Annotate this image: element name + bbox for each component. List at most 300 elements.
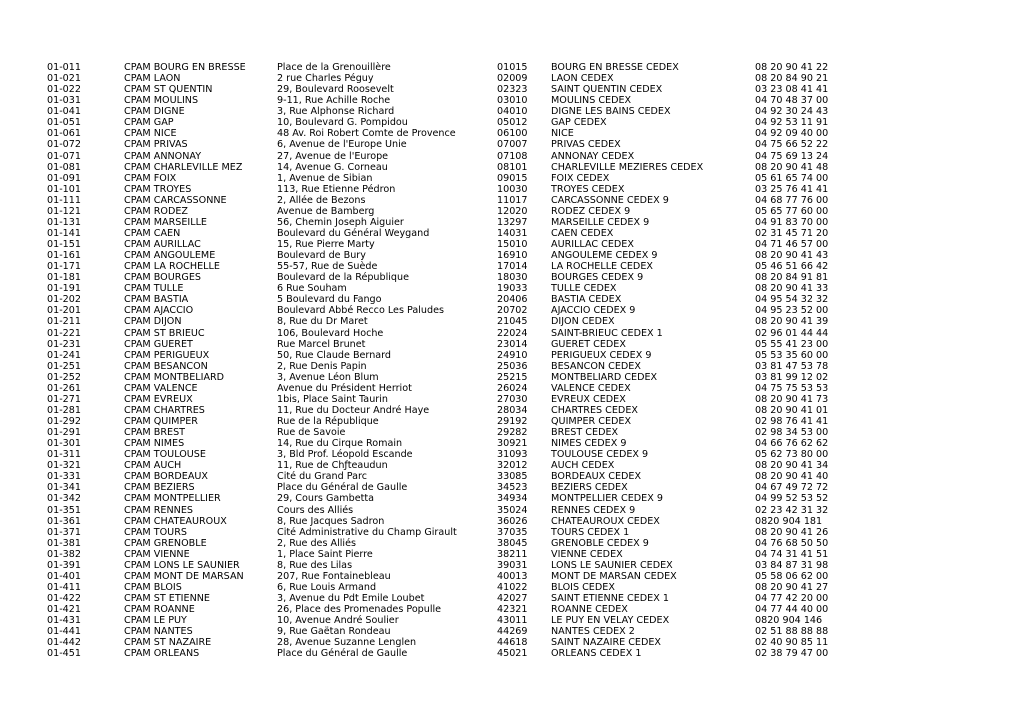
table-row [0, 328, 1024, 339]
phone-number: 03 81 47 53 78 [755, 360, 829, 372]
phone-number: 04 77 42 20 00 [755, 593, 829, 604]
office-code: 01-131 [47, 216, 81, 228]
city: GAP CEDEX [551, 117, 607, 129]
office-code: 01-022 [47, 84, 81, 96]
organisation-name: CPAM ST NAZAIRE [124, 637, 212, 649]
phone-number: 08 20 90 41 01 [755, 404, 829, 416]
city: GUERET CEDEX [551, 338, 626, 350]
street-address: 11, Rue du Docteur André Haye [277, 404, 430, 416]
office-code: 01-121 [47, 205, 81, 217]
office-code: 01-221 [47, 327, 81, 339]
postal-code: 30921 [497, 438, 528, 450]
street-address: 5 Boulevard du Fango [277, 294, 382, 306]
city: AURILLAC CEDEX [551, 239, 634, 250]
organisation-name: CPAM BOURG EN BRESSE [124, 62, 246, 73]
postal-code: 09015 [497, 172, 528, 184]
city: AJACCIO CEDEX 9 [551, 305, 636, 317]
office-code: 01-311 [47, 449, 81, 461]
postal-code: 22024 [497, 327, 528, 339]
phone-number: 08 20 90 41 39 [755, 316, 829, 328]
office-code: 01-381 [47, 537, 81, 549]
phone-number: 03 25 76 41 41 [755, 183, 829, 195]
phone-number: 05 58 06 62 00 [755, 570, 829, 582]
phone-number: 03 23 08 41 41 [755, 84, 829, 96]
phone-number: 04 92 09 40 00 [755, 128, 829, 140]
postal-code: 25215 [497, 371, 528, 383]
phone-number: 02 98 76 41 41 [755, 416, 829, 427]
city: SAINT QUENTIN CEDEX [551, 84, 663, 96]
office-code: 01-011 [47, 62, 81, 73]
office-code: 01-171 [47, 261, 81, 273]
street-address: 9-11, Rue Achille Roche [277, 95, 391, 107]
organisation-name: CPAM LA ROCHELLE [124, 261, 220, 273]
office-code: 01-151 [47, 239, 81, 250]
postal-code: 16910 [497, 250, 528, 262]
office-code: 01-161 [47, 250, 81, 262]
organisation-name: CPAM TOULOUSE [124, 449, 206, 461]
city: ORLEANS CEDEX 1 [551, 648, 642, 660]
street-address: 3, Rue Alphonse Richard [277, 106, 395, 118]
table-row [0, 615, 1024, 626]
organisation-name: CPAM BESANCON [124, 360, 208, 372]
postal-code: 07108 [497, 150, 528, 162]
phone-number: 04 68 77 76 00 [755, 194, 829, 206]
table-row [0, 62, 1024, 73]
office-code: 01-371 [47, 526, 81, 538]
organisation-name: CPAM CHARTRES [124, 404, 205, 416]
postal-code: 19033 [497, 283, 528, 295]
postal-code: 13297 [497, 216, 528, 228]
table-row [0, 427, 1024, 438]
postal-code: 43011 [497, 615, 528, 627]
city: TOURS CEDEX 1 [551, 526, 630, 538]
street-address: 29, Cours Gambetta [277, 493, 375, 505]
table-row [0, 383, 1024, 394]
city: VALENCE CEDEX [551, 382, 631, 394]
street-address: 27, Avenue de l'Europe [277, 150, 389, 162]
table-row [0, 527, 1024, 538]
office-code: 01-431 [47, 615, 81, 627]
postal-code: 17014 [497, 261, 528, 273]
organisation-name: CPAM CAEN [124, 227, 181, 239]
office-code: 01-251 [47, 360, 81, 372]
phone-number: 02 96 01 44 44 [755, 327, 829, 339]
postal-code: 23014 [497, 338, 528, 350]
street-address: 6, Avenue de l'Europe Unie [277, 139, 407, 151]
postal-code: 36026 [497, 515, 528, 527]
table-row [0, 394, 1024, 405]
office-code: 01-031 [47, 95, 81, 107]
office-code: 01-281 [47, 404, 81, 416]
office-code: 01-141 [47, 227, 81, 239]
phone-number: 04 66 76 62 62 [755, 438, 829, 450]
table-row [0, 106, 1024, 117]
phone-number: 05 53 35 60 00 [755, 349, 829, 361]
city: ANNONAY CEDEX [551, 150, 635, 162]
organisation-name: CPAM TROYES [124, 183, 192, 195]
street-address: Cité Administrative du Champ Girault [277, 526, 457, 538]
city: BOURG EN BRESSE CEDEX [551, 62, 679, 73]
organisation-name: CPAM AURILLAC [124, 239, 201, 250]
organisation-name: CPAM TOURS [124, 526, 187, 538]
table-row [0, 405, 1024, 416]
postal-code: 11017 [497, 194, 528, 206]
phone-number: 04 74 31 41 51 [755, 548, 829, 560]
table-row [0, 372, 1024, 383]
organisation-name: CPAM CHATEAUROUX [124, 515, 227, 527]
organisation-name: CPAM BEZIERS [124, 482, 195, 494]
table-row [0, 604, 1024, 615]
phone-number: 05 62 73 80 00 [755, 449, 829, 461]
city: DIGNE LES BAINS CEDEX [551, 106, 671, 118]
city: MONT DE MARSAN CEDEX [551, 570, 677, 582]
city: RENNES CEDEX 9 [551, 504, 636, 516]
street-address: 10, Boulevard G. Pompidou [277, 117, 408, 129]
organisation-name: CPAM ST QUENTIN [124, 84, 213, 96]
city: AUCH CEDEX [551, 460, 615, 472]
phone-number: 04 95 23 52 00 [755, 305, 829, 317]
organisation-name: CPAM MONTBELIARD [124, 371, 225, 383]
organisation-name: CPAM EVREUX [124, 393, 193, 405]
table-row [0, 438, 1024, 449]
organisation-name: CPAM ST ETIENNE [124, 593, 210, 604]
street-address: 26, Place des Promenades Populle [277, 604, 442, 616]
city: MONTPELLIER CEDEX 9 [551, 493, 663, 505]
phone-number: 02 38 79 47 00 [755, 648, 829, 660]
city: LONS LE SAUNIER CEDEX [551, 559, 673, 571]
organisation-name: CPAM QUIMPER [124, 416, 198, 427]
office-code: 01-081 [47, 161, 81, 173]
organisation-name: CPAM ANNONAY [124, 150, 202, 162]
organisation-name: CPAM FOIX [124, 172, 177, 184]
table-row [0, 449, 1024, 460]
city: FOIX CEDEX [551, 172, 610, 184]
table-row [0, 516, 1024, 527]
phone-number: 08 20 90 41 48 [755, 161, 829, 173]
organisation-name: CPAM BREST [124, 427, 186, 439]
table-row [0, 538, 1024, 549]
city: CHARTRES CEDEX [551, 404, 638, 416]
table-row [0, 582, 1024, 593]
table-row [0, 505, 1024, 516]
postal-code: 08101 [497, 161, 528, 173]
table-row [0, 648, 1024, 659]
phone-number: 03 84 87 31 98 [755, 559, 829, 571]
street-address: 28, Avenue Suzanne Lenglen [277, 637, 417, 649]
street-address: 14, Avenue G. Corneau [277, 161, 388, 173]
city: LE PUY EN VELAY CEDEX [551, 615, 670, 627]
organisation-name: CPAM GAP [124, 117, 174, 129]
office-code: 01-202 [47, 294, 81, 306]
office-code: 01-111 [47, 194, 81, 206]
street-address: 1, Avenue de Sibian [277, 172, 373, 184]
postal-code: 10030 [497, 183, 528, 195]
street-address: 9, Rue Gaëtan Rondeau [277, 626, 391, 638]
office-code: 01-091 [47, 172, 81, 184]
table-row [0, 239, 1024, 250]
postal-code: 04010 [497, 106, 528, 118]
postal-code: 20406 [497, 294, 528, 306]
table-row [0, 593, 1024, 604]
organisation-name: CPAM BASTIA [124, 294, 189, 306]
city: BESANCON CEDEX [551, 360, 641, 372]
table-row [0, 95, 1024, 106]
street-address: 8, Rue des Lilas [277, 559, 353, 571]
office-code: 01-261 [47, 382, 81, 394]
street-address: 29, Boulevard Roosevelt [277, 84, 394, 96]
organisation-name: CPAM GRENOBLE [124, 537, 207, 549]
phone-number: 03 81 99 12 02 [755, 371, 829, 383]
table-row [0, 460, 1024, 471]
table-row [0, 339, 1024, 350]
office-code: 01-301 [47, 438, 81, 450]
city: CHARLEVILLE MEZIERES CEDEX [551, 161, 704, 173]
phone-number: 02 23 42 31 32 [755, 504, 829, 516]
table-row [0, 261, 1024, 272]
postal-code: 25036 [497, 360, 528, 372]
phone-number: 04 67 49 72 72 [755, 482, 829, 494]
office-code: 01-411 [47, 581, 81, 593]
table-row [0, 117, 1024, 128]
street-address: 2, Allée de Bezons [277, 194, 366, 206]
street-address: 8, Rue du Dr Maret [277, 316, 368, 328]
office-code: 01-421 [47, 604, 81, 616]
city: TULLE CEDEX [551, 283, 617, 295]
postal-code: 01015 [497, 62, 528, 73]
city: BLOIS CEDEX [551, 581, 615, 593]
street-address: Place du Général de Gaulle [277, 648, 408, 660]
street-address: 15, Rue Pierre Marty [277, 239, 375, 250]
postal-code: 27030 [497, 393, 528, 405]
organisation-name: CPAM MONTPELLIER [124, 493, 221, 505]
organisation-name: CPAM CHARLEVILLE MEZ [124, 161, 243, 173]
postal-code: 42321 [497, 604, 528, 616]
table-row [0, 305, 1024, 316]
phone-number: 04 76 68 50 50 [755, 537, 829, 549]
city: CAEN CEDEX [551, 227, 614, 239]
city: PERIGUEUX CEDEX 9 [551, 349, 652, 361]
office-code: 01-341 [47, 482, 81, 494]
office-code: 01-071 [47, 150, 81, 162]
street-address: 2 rue Charles Péguy [277, 73, 374, 85]
postal-code: 31093 [497, 449, 528, 461]
street-address: 3, Bld Prof. Léopold Escande [277, 449, 413, 461]
city: TROYES CEDEX [551, 183, 625, 195]
phone-number: 02 98 34 53 00 [755, 427, 829, 439]
postal-code: 15010 [497, 239, 528, 250]
office-code: 01-292 [47, 416, 81, 427]
street-address: 2, Rue Denis Papin [277, 360, 367, 372]
organisation-name: CPAM NANTES [124, 626, 193, 638]
postal-code: 38045 [497, 537, 528, 549]
postal-code: 28034 [497, 404, 528, 416]
city: DIJON CEDEX [551, 316, 615, 328]
organisation-name: CPAM ROANNE [124, 604, 195, 616]
city: BORDEAUX CEDEX [551, 471, 642, 483]
table-row [0, 184, 1024, 195]
city: MARSEILLE CEDEX 9 [551, 216, 650, 228]
table-row [0, 549, 1024, 560]
phone-number: 02 40 90 85 11 [755, 637, 829, 649]
city: LA ROCHELLE CEDEX [551, 261, 653, 273]
postal-code: 02323 [497, 84, 528, 96]
phone-number: 08 20 84 91 81 [755, 272, 829, 284]
office-code: 01-382 [47, 548, 81, 560]
organisation-name: CPAM VIENNE [124, 548, 190, 560]
organisation-name: CPAM AUCH [124, 460, 182, 472]
office-code: 01-271 [47, 393, 81, 405]
street-address: Boulevard de Bury [277, 250, 366, 262]
city: LAON CEDEX [551, 73, 614, 85]
phone-number: 08 20 90 41 26 [755, 526, 829, 538]
phone-number: 02 31 45 71 20 [755, 227, 829, 239]
office-code: 01-391 [47, 559, 81, 571]
postal-code: 34523 [497, 482, 528, 494]
street-address: Avenue du Président Herriot [277, 382, 412, 394]
phone-number: 04 92 30 24 43 [755, 106, 829, 118]
office-code: 01-441 [47, 626, 81, 638]
street-address: 8, Rue Jacques Sadron [277, 515, 385, 527]
organisation-name: CPAM MOULINS [124, 95, 199, 107]
office-code: 01-291 [47, 427, 81, 439]
table-row [0, 228, 1024, 239]
office-code: 01-051 [47, 117, 81, 129]
street-address: 55-57, Rue de Suède [277, 261, 378, 273]
phone-number: 08 20 90 41 40 [755, 471, 829, 483]
phone-number: 0820 904 146 [755, 615, 823, 627]
street-address: 48 Av. Roi Robert Comte de Provence [277, 128, 456, 140]
office-code: 01-231 [47, 338, 81, 350]
postal-code: 18030 [497, 272, 528, 284]
street-address: 56, Chemin Joseph Aiguier [277, 216, 404, 228]
city: BEZIERS CEDEX [551, 482, 628, 494]
office-code: 01-342 [47, 493, 81, 505]
city: MONTBELIARD CEDEX [551, 371, 658, 383]
postal-code: 20702 [497, 305, 528, 317]
organisation-name: CPAM GUERET [124, 338, 193, 350]
office-code: 01-101 [47, 183, 81, 195]
street-address: Place du Général de Gaulle [277, 482, 408, 494]
office-code: 01-201 [47, 305, 81, 317]
street-address: Place de la Grenouillère [277, 62, 391, 73]
phone-number: 04 75 66 52 22 [755, 139, 829, 151]
city: NICE [551, 128, 574, 140]
postal-code: 34934 [497, 493, 528, 505]
office-code: 01-321 [47, 460, 81, 472]
city: ANGOULEME CEDEX 9 [551, 250, 658, 262]
table-row [0, 637, 1024, 648]
table-row [0, 195, 1024, 206]
table-row [0, 571, 1024, 582]
street-address: Cours des Alliés [277, 504, 354, 516]
office-code: 01-211 [47, 316, 81, 328]
city: QUIMPER CEDEX [551, 416, 632, 427]
phone-number: 04 71 46 57 00 [755, 239, 829, 250]
city: SAINT ETIENNE CEDEX 1 [551, 593, 669, 604]
table-row [0, 206, 1024, 217]
office-code: 01-181 [47, 272, 81, 284]
organisation-name: CPAM BLOIS [124, 581, 182, 593]
table-row [0, 626, 1024, 637]
table-row [0, 316, 1024, 327]
city: RODEZ CEDEX 9 [551, 205, 631, 217]
phone-number: 04 70 48 37 00 [755, 95, 829, 107]
table-row [0, 416, 1024, 427]
table-row [0, 283, 1024, 294]
street-address: 14, Rue du Cirque Romain [277, 438, 403, 450]
city: SAINT NAZAIRE CEDEX [551, 637, 662, 649]
phone-number: 04 91 83 70 00 [755, 216, 829, 228]
city: EVREUX CEDEX [551, 393, 626, 405]
street-address: 113, Rue Etienne Pédron [277, 183, 396, 195]
table-row [0, 471, 1024, 482]
organisation-name: CPAM LONS LE SAUNIER [124, 559, 240, 571]
table-row [0, 272, 1024, 283]
city: NIMES CEDEX 9 [551, 438, 627, 450]
postal-code: 29192 [497, 416, 528, 427]
city: SAINT-BRIEUC CEDEX 1 [551, 327, 663, 339]
street-address: Boulevard de la République [277, 272, 410, 284]
table-row [0, 151, 1024, 162]
postal-code: 44269 [497, 626, 528, 638]
city: ROANNE CEDEX [551, 604, 628, 616]
phone-number: 04 95 54 32 32 [755, 294, 829, 306]
phone-number: 04 99 52 53 52 [755, 493, 829, 505]
street-address: 3, Avenue Léon Blum [277, 371, 379, 383]
postal-code: 33085 [497, 471, 528, 483]
organisation-name: CPAM RODEZ [124, 205, 188, 217]
office-code: 01-252 [47, 371, 81, 383]
table-row [0, 73, 1024, 84]
street-address: Cité du Grand Parc [277, 471, 368, 483]
organisation-name: CPAM ST BRIEUC [124, 327, 205, 339]
street-address: 3, Avenue du Pdt Emile Loubet [277, 593, 425, 604]
city: CARCASSONNE CEDEX 9 [551, 194, 669, 206]
table-row [0, 128, 1024, 139]
organisation-name: CPAM LE PUY [124, 615, 187, 627]
organisation-name: CPAM ORLEANS [124, 648, 200, 660]
office-code: 01-351 [47, 504, 81, 516]
street-address: 6, Rue Louis Armand [277, 581, 377, 593]
organisation-name: CPAM LAON [124, 73, 181, 85]
city: GRENOBLE CEDEX 9 [551, 537, 649, 549]
postal-code: 03010 [497, 95, 528, 107]
office-code: 01-061 [47, 128, 81, 140]
phone-number: 08 20 90 41 34 [755, 460, 829, 472]
table-row [0, 139, 1024, 150]
phone-number: 08 20 84 90 21 [755, 73, 829, 85]
organisation-name: CPAM NICE [124, 128, 177, 140]
organisation-name: CPAM DIJON [124, 316, 182, 328]
street-address: 1bis, Place Saint Taurin [277, 393, 388, 405]
phone-number: 08 20 90 41 22 [755, 62, 829, 73]
table-row [0, 361, 1024, 372]
phone-number: 04 75 69 13 24 [755, 150, 829, 162]
postal-code: 38211 [497, 548, 528, 560]
city: CHATEAUROUX CEDEX [551, 515, 660, 527]
street-address: Rue Marcel Brunet [277, 338, 366, 350]
organisation-name: CPAM BOURGES [124, 272, 201, 284]
phone-number: 08 20 90 41 73 [755, 393, 829, 405]
city: TOULOUSE CEDEX 9 [551, 449, 649, 461]
organisation-name: CPAM PERIGUEUX [124, 349, 210, 361]
phone-number: 08 20 90 41 33 [755, 283, 829, 295]
city: VIENNE CEDEX [551, 548, 623, 560]
postal-code: 42027 [497, 593, 528, 604]
city: BOURGES CEDEX 9 [551, 272, 644, 284]
street-address: 10, Avenue André Soulier [277, 615, 399, 627]
office-code: 01-451 [47, 648, 81, 660]
